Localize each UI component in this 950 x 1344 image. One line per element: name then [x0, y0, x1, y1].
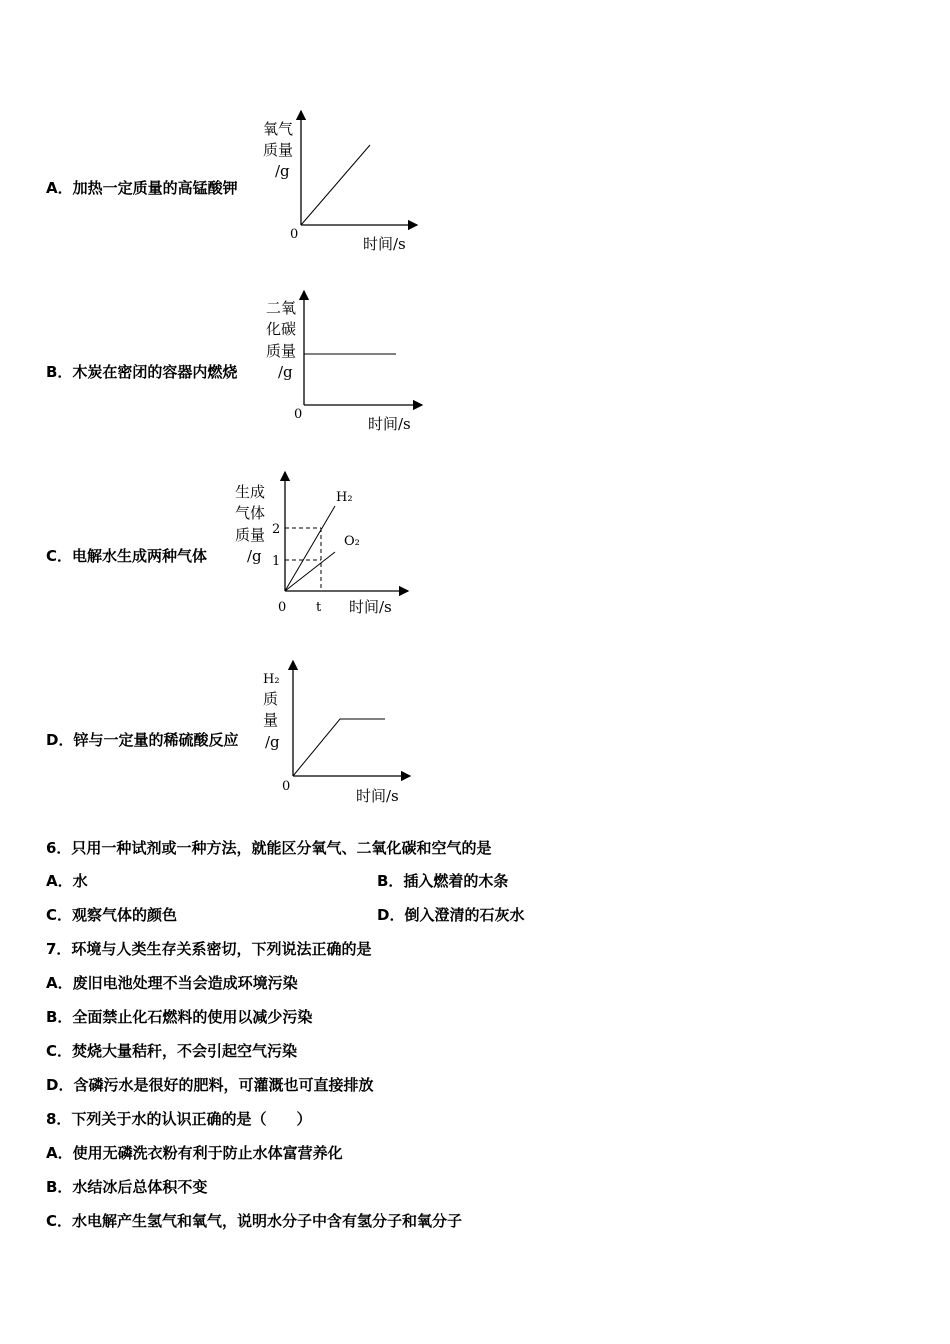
x-label: 时间/s: [368, 415, 411, 433]
q7-option-a[interactable]: A．废旧电池处理不当会造成环境污染: [46, 974, 298, 992]
q6-option-b[interactable]: B．插入燃着的木条: [377, 872, 509, 890]
q7-option-c[interactable]: C．焚烧大量秸秆，不会引起空气污染: [46, 1042, 298, 1060]
x-label: 时间/s: [356, 787, 399, 805]
option-a-label: A．加热一定质量的高锰酸钾: [46, 179, 238, 197]
y-label-line1: 生成: [235, 483, 266, 501]
y-label-line2: 质量: [263, 141, 294, 159]
y-label-line2: 质: [263, 690, 279, 708]
series-h2-label: H₂: [336, 490, 353, 505]
x-label: 时间/s: [363, 235, 406, 253]
y-label-line3: 质量: [235, 526, 266, 544]
q6-option-c[interactable]: C．观察气体的颜色: [46, 906, 178, 924]
tick-t: t: [316, 600, 322, 615]
y-label-line4: /g: [247, 547, 262, 565]
y-label-line3: /g: [275, 162, 290, 180]
option-b-label: B．木炭在密闭的容器内燃烧: [46, 363, 238, 381]
data-line: [293, 719, 385, 776]
series-o2-label: O₂: [344, 534, 360, 549]
y-label-line3: 量: [263, 711, 279, 729]
x-label: 时间/s: [349, 598, 392, 616]
graph-b: [258, 285, 438, 445]
origin-label: 0: [282, 779, 291, 794]
y-label-line2: 气体: [235, 504, 266, 522]
q8-option-b[interactable]: B．水结冰后总体积不变: [46, 1178, 208, 1196]
data-line: [301, 145, 370, 225]
origin-label: 0: [294, 407, 303, 422]
graph-a: [255, 105, 435, 265]
series-o2-line: [285, 552, 335, 591]
q7-option-b[interactable]: B．全面禁止化石燃料的使用以减少污染: [46, 1008, 313, 1026]
q8-option-a[interactable]: A．使用无磷洗衣粉有利于防止水体富营养化: [46, 1144, 343, 1162]
origin-label: 0: [290, 227, 299, 242]
question-6-stem: 6．只用一种试剂或一种方法，就能区分氧气、二氧化碳和空气的是: [46, 839, 492, 857]
y-label-line4: /g: [265, 733, 280, 751]
option-c-label: C．电解水生成两种气体: [46, 547, 208, 565]
y-label-line3: 质量: [266, 342, 297, 360]
graph-c: [232, 468, 422, 628]
origin-label: 0: [278, 600, 287, 615]
y-label-line1: H₂: [263, 672, 280, 687]
q7-option-d[interactable]: D．含磷污水是很好的肥料，可灌溉也可直接排放: [46, 1076, 374, 1094]
q6-option-a[interactable]: A．水: [46, 872, 88, 890]
graph-d: [250, 655, 430, 815]
y-label-line1: 二氧: [266, 299, 297, 317]
tick-1: 1: [272, 554, 281, 569]
question-8-stem: 8．下列关于水的认识正确的是（ ）: [46, 1110, 312, 1128]
q8-option-c[interactable]: C．水电解产生氢气和氧气，说明水分子中含有氢分子和氧分子: [46, 1212, 463, 1230]
q6-option-d[interactable]: D．倒入澄清的石灰水: [377, 906, 525, 924]
y-label-line2: 化碳: [266, 320, 297, 338]
tick-2: 2: [272, 522, 281, 537]
question-7-stem: 7．环境与人类生存关系密切，下列说法正确的是: [46, 940, 372, 958]
y-label-line1: 氧气: [263, 120, 294, 138]
series-h2-line: [285, 506, 335, 591]
option-d-label: D．锌与一定量的稀硫酸反应: [46, 731, 239, 749]
y-label-line4: /g: [278, 363, 293, 381]
